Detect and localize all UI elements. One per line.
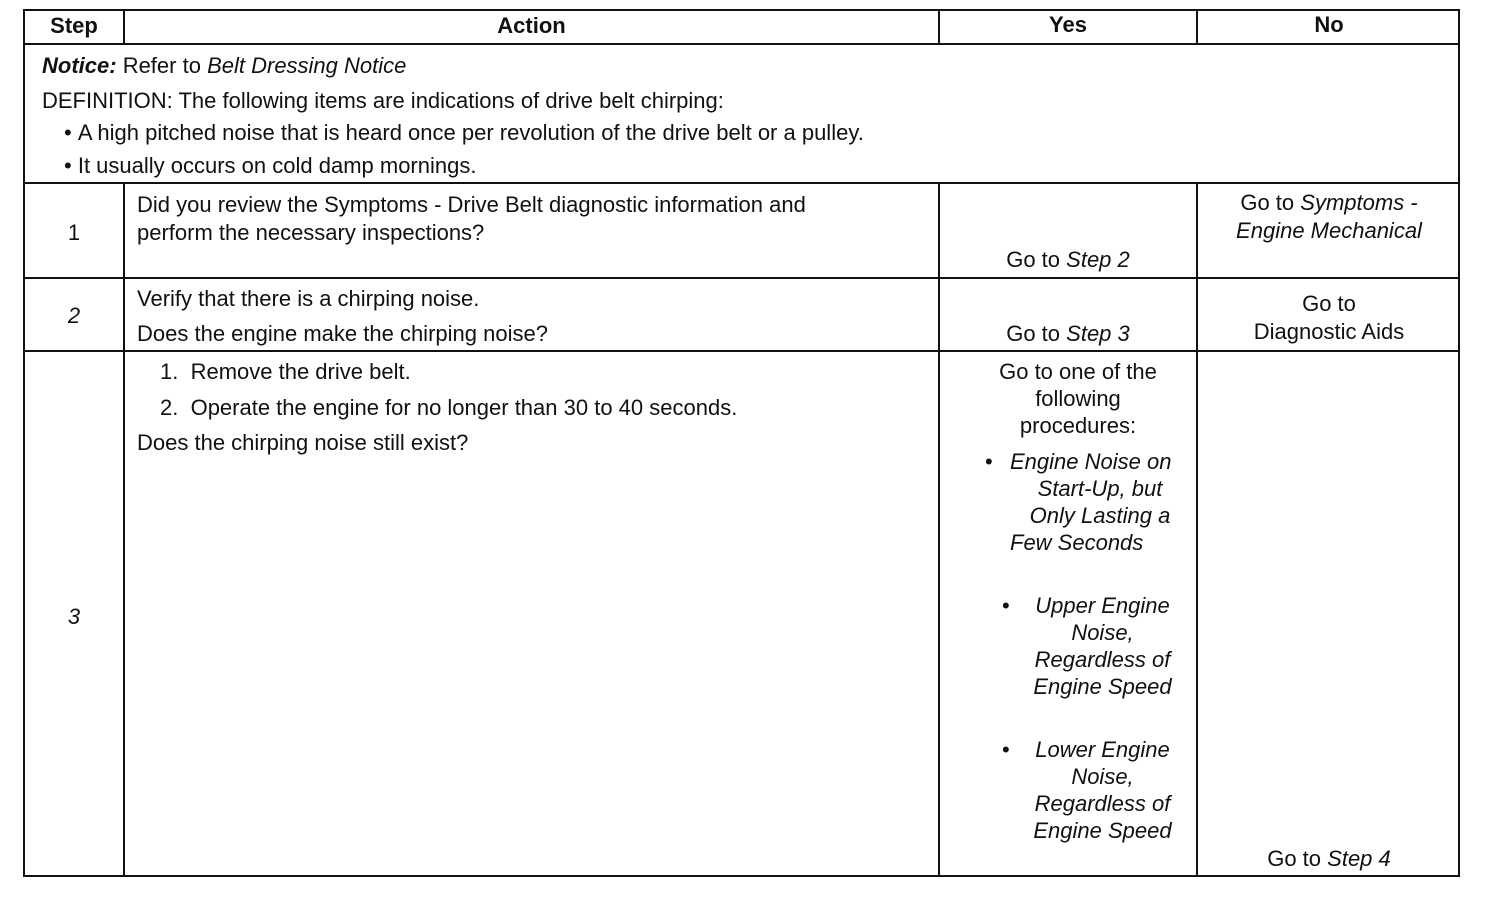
step-2-action-line1: Verify that there is a chirping noise. [137, 286, 480, 311]
procedure-2-line1: Upper Engine [1035, 593, 1170, 618]
procedure-3-line1: Lower Engine [1035, 737, 1170, 762]
header-no: No [1314, 12, 1344, 37]
step-1-number: 1 [67, 220, 81, 245]
notice-text: Refer to [122, 53, 201, 78]
procedure-2-bullet: • [1002, 593, 1010, 618]
step-2-yes: Go to Step 3 [1006, 321, 1130, 346]
step-1-action-line1: Did you review the Symptoms - Drive Belt diagnostic information and [137, 192, 806, 217]
step-1-yes: Go to Step 2 [1006, 247, 1130, 272]
step-3-action-item-1: 1. Remove the drive belt. [160, 359, 411, 384]
step-1-no-ref: Symptoms - [1300, 190, 1418, 215]
header-step: Step [50, 13, 98, 38]
row-divider-notice [23, 182, 1460, 184]
definition-bullet-1: • A high pitched noise that is heard once per revolution of the drive belt or a pulley. [64, 120, 864, 145]
step-3-yes-intro-2: following [1035, 386, 1121, 411]
row-divider-header [23, 43, 1460, 45]
procedure-3-bullet: • [1002, 737, 1010, 762]
col-divider-action-body [938, 183, 940, 877]
step-1-yes-ref: Step 2 [1066, 247, 1130, 272]
step-3-no: Go to Step 4 [1267, 846, 1391, 871]
step-1-no-ref-line2: Engine Mechanical [1236, 218, 1422, 243]
step-2-yes-ref: Step 3 [1066, 321, 1130, 346]
definition-text: DEFINITION: The following items are indications of drive belt chirping: [42, 88, 724, 113]
procedure-1-line4: Few Seconds [1010, 530, 1144, 555]
step-3-action-item-2: 2. Operate the engine for no longer than 30 to 40 seconds. [160, 395, 738, 420]
step-3-yes-intro-1: Go to one of the [999, 359, 1157, 384]
header-action: Action [497, 13, 566, 38]
procedure-2-line3: Regardless of [1034, 647, 1171, 672]
procedure-2-line4: Engine Speed [1033, 674, 1172, 699]
row-divider-step2 [23, 350, 1460, 352]
notice-line [42, 52, 406, 80]
step-1-no: Go to Symptoms - [1240, 190, 1418, 215]
step-1-action-line2: perform the necessary inspections? [137, 220, 485, 245]
header-yes: Yes [1049, 12, 1087, 37]
procedure-1-line3: Only Lasting a [1029, 503, 1171, 528]
bullet-icon: • [64, 153, 78, 178]
step-3-no-ref: Step 4 [1327, 846, 1391, 871]
bullet-icon: • [64, 120, 78, 145]
procedure-1-line2: Start-Up, but [1037, 476, 1163, 501]
definition-bullet-2: • It usually occurs on cold damp mornings. [64, 153, 477, 178]
procedure-2-line2: Noise, [1071, 620, 1134, 645]
procedure-1-bullet: • [985, 449, 993, 474]
step-3-number: 3 [67, 604, 81, 629]
row-divider-step1 [23, 277, 1460, 279]
procedure-3-line3: Regardless of [1034, 791, 1171, 816]
step-2-no-line1: Go to [1302, 291, 1356, 316]
step-2-no-line2: Diagnostic Aids [1253, 319, 1405, 344]
step-2-number: 2 [67, 303, 81, 328]
step-2-action-line2: Does the engine make the chirping noise? [137, 321, 548, 346]
procedure-3-line2: Noise, [1071, 764, 1134, 789]
col-divider-step-body [123, 183, 125, 877]
step-3-action-question: Does the chirping noise still exist? [137, 430, 469, 455]
col-divider-yes-body [1196, 183, 1198, 877]
procedure-3-line4: Engine Speed [1033, 818, 1172, 843]
step-3-yes-intro-3: procedures: [1019, 413, 1137, 438]
notice-label: Notice: [42, 53, 117, 78]
notice-ref: Belt Dressing Notice [207, 53, 407, 78]
procedure-1-line1: Engine Noise on [1010, 449, 1172, 474]
